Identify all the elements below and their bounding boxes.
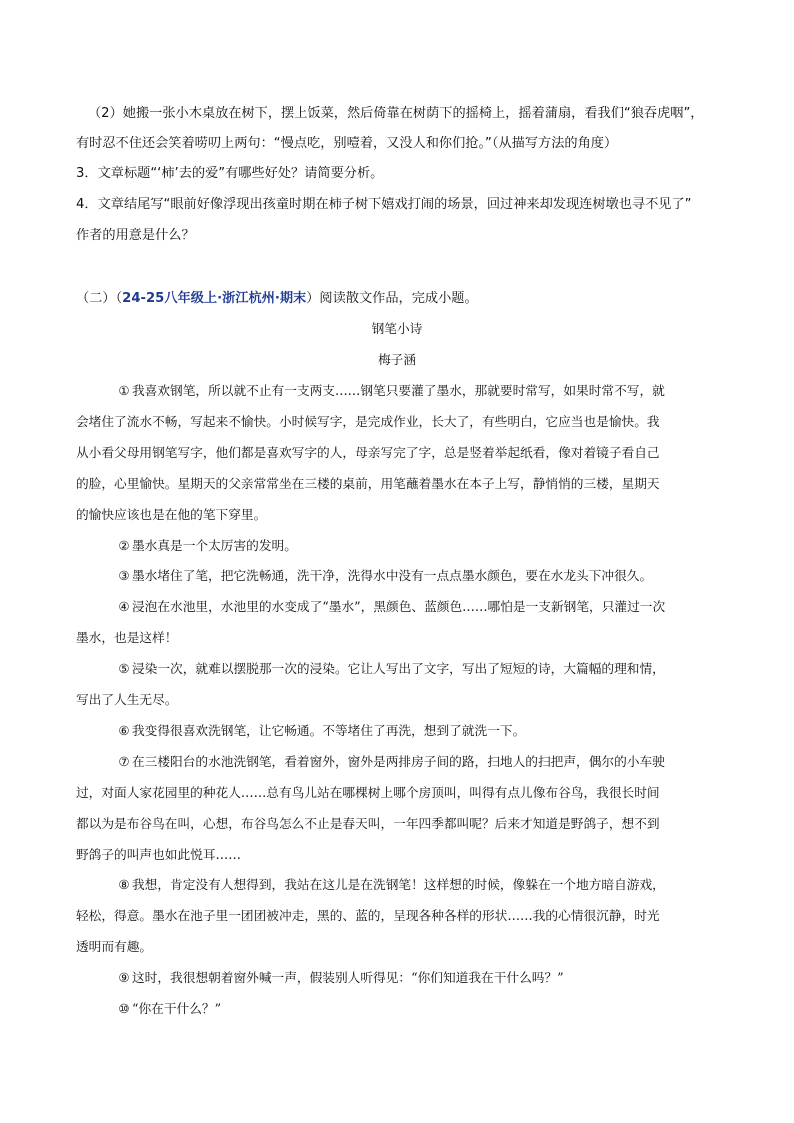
question-2-line-2: 有时忍不住还会笑着唠叨上两句：“慢点吃，别噎着，又没人和你们抢。”（从描写方法的角度） xyxy=(76,136,618,151)
article-line xyxy=(116,1000,221,1018)
article-line xyxy=(116,753,665,771)
article-line-text: 墨水真是一个太厉害的发明。 xyxy=(132,538,297,553)
article-line-text: 透明而有趣。 xyxy=(76,939,153,954)
paragraph-number: ③ xyxy=(118,568,130,583)
article-line-text: 我喜欢钢笔，所以就不止有一支两支……钢笔只要灌了墨水，那就要时常写，如果时常不写，就 xyxy=(132,383,665,398)
article-line-text: 的愉快应该也是在他的笔下穿里。 xyxy=(76,507,267,522)
article-line-text: 野鸽子的叫声也如此悦耳…… xyxy=(76,847,241,862)
article-line-text: 从小看父母用钢笔写字，他们都是喜欢写字的人，母亲写完了字，总是竖着举起纸看，像对着镜子看自己 xyxy=(76,445,660,460)
paragraph-number: ④ xyxy=(118,599,130,614)
section-2-source: 24-25八年级上·浙江杭州·期末 xyxy=(122,291,307,306)
article-line-text: 都以为是布谷鸟在叫，心想，布谷鸟怎么不止是春天叫，一年四季都叫呢？后来才知道是野鸽子，想不到 xyxy=(76,816,660,831)
article-line-text: 写出了人生无尽。 xyxy=(76,692,178,707)
article-line-text: 我变得很喜欢洗钢笔，让它畅通。不等堵住了再洗，想到了就洗一下。 xyxy=(132,723,526,738)
article-line-text: 的脸，心里愉快。星期天的父亲常常坐在三楼的桌前，用笔蘸着墨水在本子上写，静悄悄的三楼，星期天 xyxy=(76,476,660,491)
article-title: 钢笔小诗 xyxy=(371,321,423,336)
article-line-text: 轻松，得意。墨水在池子里一团团被冲走，黑的、蓝的，呈现各种各样的形状……我的心情很沉静，时光 xyxy=(76,908,660,923)
paragraph-number: ⑥ xyxy=(118,723,130,738)
paragraph-number: ⑨ xyxy=(118,970,130,985)
section-2-header xyxy=(76,290,478,308)
article-line xyxy=(76,475,660,493)
question-4-line-1: 4．文章结尾写“眼前好像浮现出孩童时期在柿子树下嬉戏打闹的场景，回过神来却发现连树墩也寻不见了” xyxy=(76,197,692,212)
question-3: 3．文章标题“‘柿’去的爱”有哪些好处？请简要分析。 xyxy=(76,166,384,181)
article-line xyxy=(116,598,665,616)
article-line xyxy=(76,413,660,431)
article-line-text: 过，对面人家花园里的种花人……总有鸟儿站在哪棵树上哪个房顶叫，叫得有点儿像布谷鸟，我很长时间 xyxy=(76,785,660,800)
paragraph-number: ⑤ xyxy=(118,661,130,676)
article-line-text: 会堵住了流水不畅，写起来不愉快。小时候写字，是完成作业，长大了，有些明白，它应当也是愉快。我 xyxy=(76,414,660,429)
article-line xyxy=(76,846,241,864)
article-line-text: “你在干什么？” xyxy=(132,1001,222,1016)
article-line xyxy=(116,660,665,678)
article-line xyxy=(116,876,665,894)
section-2-suffix: ）阅读散文作品，完成小题。 xyxy=(306,291,478,306)
article-line xyxy=(116,722,525,740)
article-line-text: 墨水，也是这样！ xyxy=(76,630,178,645)
question-2-line-1: （2）她搬一张小木桌放在树下，摆上饭菜，然后倚靠在树荫下的摇椅上，摇着蒲扇，看我们“狼吞虎咽”， xyxy=(88,106,704,121)
article-line xyxy=(116,567,652,585)
article-line xyxy=(76,815,660,833)
question-4-line-2: 作者的用意是什么？ xyxy=(76,228,195,243)
article-line xyxy=(116,537,297,555)
article-line xyxy=(76,691,178,709)
article-line xyxy=(76,784,660,802)
paragraph-number: ② xyxy=(118,538,130,553)
article-line-text: 墨水堵住了笔，把它洗畅通，洗干净，洗得水中没有一点点墨水颜色，要在水龙头下冲很久。 xyxy=(132,568,653,583)
article-author: 梅子涵 xyxy=(377,352,417,367)
paragraph-number: ⑩ xyxy=(118,1001,130,1016)
paragraph-number: ⑦ xyxy=(118,754,130,769)
section-2-prefix: （二）（ xyxy=(76,291,123,306)
article-line xyxy=(116,382,665,400)
article-line xyxy=(76,629,178,647)
paragraph-number: ① xyxy=(118,383,130,398)
article-line xyxy=(76,444,660,462)
article-line xyxy=(76,907,660,925)
article-line-text: 在三楼阳台的水池洗钢笔，看着窗外，窗外是两排房子间的路，扫地人的扫把声，偶尔的小车驶 xyxy=(132,754,665,769)
article-line-text: 这时，我很想朝着窗外喊一声，假装别人听得见：“你们知道我在干什么吗？” xyxy=(132,970,564,985)
article-line-text: 浸染一次，就难以摆脱那一次的浸染。它让人写出了文字，写出了短短的诗，大篇幅的理和情， xyxy=(132,661,665,676)
article-line-text: 浸泡在水池里，水池里的水变成了“墨水”，黑颜色、蓝颜色……哪怕是一支新钢笔，只灌过一次 xyxy=(132,599,666,614)
article-line xyxy=(76,506,266,524)
article-line xyxy=(76,938,152,956)
article-line xyxy=(116,969,564,987)
article-line-text: 我想，肯定没有人想得到，我站在这儿是在洗钢笔！这样想的时候，像躲在一个地方暗自游戏， xyxy=(132,877,665,892)
paragraph-number: ⑧ xyxy=(118,877,130,892)
